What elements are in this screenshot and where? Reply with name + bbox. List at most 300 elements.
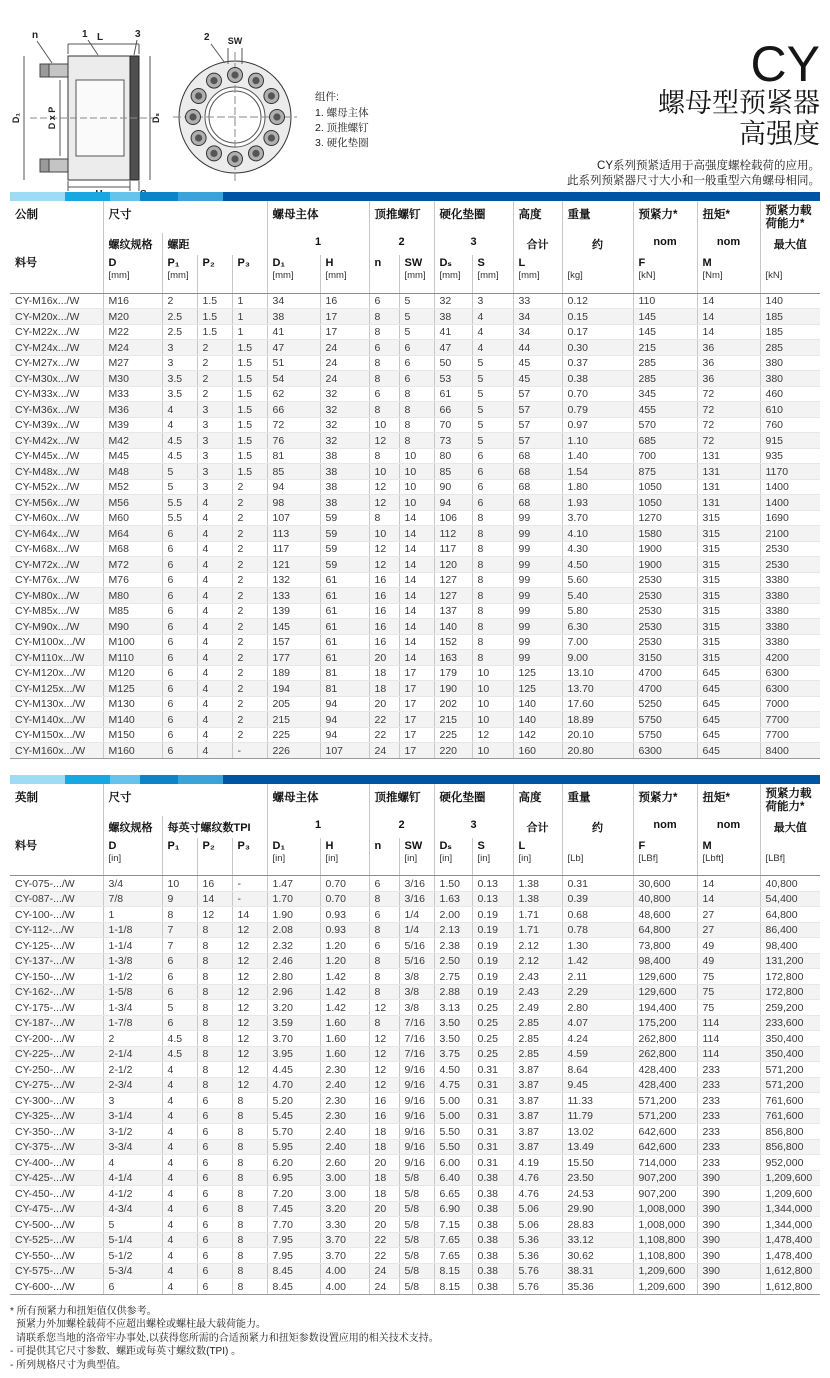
value: 4-1/4 <box>103 1170 162 1186</box>
value: 571,200 <box>633 1093 697 1109</box>
value: 7.95 <box>267 1248 320 1264</box>
value: 20 <box>369 1217 399 1233</box>
subheader-thread-spec: 螺纹规格 <box>103 816 162 838</box>
value: 8 <box>369 984 399 1000</box>
value: 4 <box>197 634 232 650</box>
value: 390 <box>697 1279 760 1295</box>
value: 2.08 <box>267 922 320 938</box>
value: 16 <box>197 876 232 892</box>
column-header: Dₛ [in] <box>434 838 472 876</box>
dim-label-n: n <box>32 30 39 41</box>
value: 57 <box>513 402 562 418</box>
value: 225 <box>434 727 472 743</box>
value: 137 <box>434 603 472 619</box>
value: 5.45 <box>267 1108 320 1124</box>
value: 0.30 <box>562 340 633 356</box>
value: M27 <box>103 355 162 371</box>
value: 8 <box>232 1155 267 1171</box>
legend-item: 3. 硬化垫圈 <box>315 137 369 149</box>
value: 6.40 <box>434 1170 472 1186</box>
value: 3 <box>472 293 513 309</box>
value: 38 <box>320 495 369 511</box>
value: 38 <box>267 309 320 325</box>
table-row <box>10 1015 820 1031</box>
value: 5.76 <box>513 1279 562 1295</box>
subheader-part-3: 3 <box>434 233 513 255</box>
value: 61 <box>434 386 472 402</box>
value: 315 <box>697 650 760 666</box>
bar-segment <box>140 775 178 784</box>
value: 13.02 <box>562 1124 633 1140</box>
value: 4 <box>197 526 232 542</box>
value: 2530 <box>633 588 697 604</box>
value: 17 <box>399 665 434 681</box>
value: 3.87 <box>513 1139 562 1155</box>
value: 390 <box>697 1248 760 1264</box>
value: 29.90 <box>562 1201 633 1217</box>
column-header: P₂ <box>197 255 232 293</box>
value: 7/8 <box>103 891 162 907</box>
value: 24 <box>320 355 369 371</box>
value: 2.11 <box>562 969 633 985</box>
value: 129,600 <box>633 984 697 1000</box>
value: 8 <box>162 907 197 923</box>
value: 177 <box>267 650 320 666</box>
column-header-row <box>10 255 820 293</box>
group-header-weight: 重量 <box>562 201 633 233</box>
value: 12 <box>369 541 399 557</box>
value: 5/8 <box>399 1263 434 1279</box>
value: 1,209,600 <box>760 1186 820 1202</box>
value: 13.70 <box>562 681 633 697</box>
value: 3 <box>197 464 232 480</box>
value: 8 <box>369 309 399 325</box>
value: 3.87 <box>513 1124 562 1140</box>
part-label-2: 2 <box>204 32 210 43</box>
column-header: SW [mm] <box>399 255 434 293</box>
value: 12 <box>369 1046 399 1062</box>
value: 7.70 <box>267 1217 320 1233</box>
value: 2 <box>232 665 267 681</box>
value: 8 <box>197 1077 232 1093</box>
value: 2-3/4 <box>103 1077 162 1093</box>
table-row <box>10 433 820 449</box>
value: 0.19 <box>472 907 513 923</box>
part-number: CY-137-.../W <box>10 953 103 969</box>
value: 2 <box>232 603 267 619</box>
value: 8 <box>472 634 513 650</box>
value: 2 <box>162 293 197 309</box>
value: 4 <box>162 1217 197 1233</box>
value: 3.75 <box>434 1046 472 1062</box>
value: 99 <box>513 510 562 526</box>
value: 2.85 <box>513 1046 562 1062</box>
value: 1,612,800 <box>760 1279 820 1295</box>
value: 40,800 <box>760 876 820 892</box>
table-row <box>10 324 820 340</box>
value: 5/8 <box>399 1217 434 1233</box>
column-header: n <box>369 255 399 293</box>
value: 0.25 <box>472 1000 513 1016</box>
metric-table-header <box>10 201 820 293</box>
group-header-torque: 扭矩* <box>697 784 760 816</box>
value: 8 <box>399 386 434 402</box>
value: 8 <box>197 969 232 985</box>
value: 16 <box>369 588 399 604</box>
value: 9.00 <box>562 650 633 666</box>
value: 2 <box>232 619 267 635</box>
value: 12 <box>232 1062 267 1078</box>
value: 6 <box>162 665 197 681</box>
bar-segment <box>65 192 110 201</box>
value: 24 <box>369 1279 399 1295</box>
value: 8 <box>369 891 399 907</box>
value: 14 <box>399 510 434 526</box>
value: 14 <box>697 324 760 340</box>
value: 3.50 <box>434 1015 472 1031</box>
part-number: CY-M42x.../W <box>10 433 103 449</box>
table-row <box>10 371 820 387</box>
value: 2.13 <box>434 922 472 938</box>
value: 7.95 <box>267 1232 320 1248</box>
part-number: CY-M30x.../W <box>10 371 103 387</box>
value: 114 <box>697 1046 760 1062</box>
value: 8 <box>472 588 513 604</box>
footnote-line: 请联系您当地的洛帝牢办事处,以获得您所需的合适预紧力和扭矩参数设置应用的相关技术支持。 <box>16 1332 439 1344</box>
value: 4 <box>162 1201 197 1217</box>
value: 1-7/8 <box>103 1015 162 1031</box>
part-number: CY-M52x.../W <box>10 479 103 495</box>
part-number: CY-112-.../W <box>10 922 103 938</box>
value: 315 <box>697 510 760 526</box>
value: 20 <box>369 650 399 666</box>
value: 14 <box>399 557 434 573</box>
value: 5.06 <box>513 1217 562 1233</box>
value: 20 <box>369 1201 399 1217</box>
value: 8 <box>232 1248 267 1264</box>
technical-drawing <box>10 20 310 198</box>
value: 225 <box>267 727 320 743</box>
value: 33 <box>513 293 562 309</box>
value: 8 <box>472 541 513 557</box>
value: 8 <box>232 1263 267 1279</box>
value: M140 <box>103 712 162 728</box>
value: 6 <box>103 1279 162 1295</box>
value: 185 <box>760 309 820 325</box>
value: 1.70 <box>267 891 320 907</box>
table-row <box>10 1217 820 1233</box>
value: 4.00 <box>320 1279 369 1295</box>
value: 1.60 <box>320 1031 369 1047</box>
value: 5/16 <box>399 938 434 954</box>
value: 2530 <box>633 603 697 619</box>
value: 40,800 <box>633 891 697 907</box>
value: 4.76 <box>513 1170 562 1186</box>
value: 3/16 <box>399 876 434 892</box>
value: 8 <box>472 619 513 635</box>
value: 6 <box>369 386 399 402</box>
legend-item: 1. 螺母主体 <box>315 107 369 119</box>
value: 205 <box>267 696 320 712</box>
part-number: CY-M16x.../W <box>10 293 103 309</box>
value: 3.5 <box>162 386 197 402</box>
value: 4 <box>162 1279 197 1295</box>
value: 16 <box>369 634 399 650</box>
table-row <box>10 743 820 759</box>
value: 48,600 <box>633 907 697 923</box>
value: 4.19 <box>513 1155 562 1171</box>
table-row <box>10 448 820 464</box>
value: 7000 <box>760 696 820 712</box>
value: 0.38 <box>472 1232 513 1248</box>
value: 4 <box>197 541 232 557</box>
value: 2.5 <box>162 324 197 340</box>
value: 6300 <box>633 743 697 759</box>
value: 72 <box>697 433 760 449</box>
value: 8 <box>399 433 434 449</box>
spacer-cell <box>10 233 103 255</box>
value: 72 <box>697 386 760 402</box>
value: 2 <box>103 1031 162 1047</box>
value: 142 <box>513 727 562 743</box>
dim-label-Ds: Dₛ <box>151 113 161 123</box>
value: 0.19 <box>472 969 513 985</box>
value: 2.46 <box>267 953 320 969</box>
table-title: 公制 <box>15 209 38 221</box>
part-number: CY-350-.../W <box>10 1124 103 1140</box>
value: 6 <box>399 355 434 371</box>
value: 5/8 <box>399 1232 434 1248</box>
value: 1.54 <box>562 464 633 480</box>
value: 1-5/8 <box>103 984 162 1000</box>
value: 6 <box>369 293 399 309</box>
value: 13.10 <box>562 665 633 681</box>
value: 3/8 <box>399 984 434 1000</box>
value: 7700 <box>760 712 820 728</box>
value: 1.38 <box>513 891 562 907</box>
value: 2 <box>232 541 267 557</box>
subheader-approx: 约 <box>562 816 633 838</box>
value: 7.45 <box>267 1201 320 1217</box>
value: 2.75 <box>434 969 472 985</box>
value: M56 <box>103 495 162 511</box>
value: 4-1/2 <box>103 1186 162 1202</box>
value: 5/8 <box>399 1186 434 1202</box>
value: 12 <box>232 1015 267 1031</box>
value: 0.13 <box>472 876 513 892</box>
value: 12 <box>369 557 399 573</box>
value: 4.30 <box>562 541 633 557</box>
value: 6300 <box>760 681 820 697</box>
value: 6300 <box>760 665 820 681</box>
value: 10 <box>399 495 434 511</box>
value: 0.31 <box>472 1108 513 1124</box>
value: 14 <box>697 876 760 892</box>
value: 99 <box>513 588 562 604</box>
value: 20.10 <box>562 727 633 743</box>
table-title: 英制 <box>15 791 38 804</box>
value: 12 <box>369 495 399 511</box>
value: M110 <box>103 650 162 666</box>
value: 4 <box>162 1124 197 1140</box>
value: 4 <box>472 309 513 325</box>
value: 107 <box>320 743 369 759</box>
group-header-washer: 硬化垫圈 <box>434 784 513 816</box>
value: 34 <box>513 309 562 325</box>
value: 14 <box>399 603 434 619</box>
value: 4 <box>162 1155 197 1171</box>
value: 315 <box>697 603 760 619</box>
value: 3/16 <box>399 891 434 907</box>
column-header: [kN] <box>760 255 820 293</box>
value: 1.60 <box>320 1046 369 1062</box>
subheader-nom: nom <box>633 816 697 838</box>
part-number: CY-M85x.../W <box>10 603 103 619</box>
value: 5.76 <box>513 1263 562 1279</box>
value: 5.00 <box>434 1093 472 1109</box>
value: 10 <box>399 448 434 464</box>
value: 36 <box>697 355 760 371</box>
value: 0.78 <box>562 922 633 938</box>
value: 571,200 <box>760 1077 820 1093</box>
value: 6 <box>162 603 197 619</box>
value: 90 <box>434 479 472 495</box>
table-row <box>10 634 820 650</box>
value: 175,200 <box>633 1015 697 1031</box>
value: 6 <box>369 938 399 954</box>
value: 30,600 <box>633 876 697 892</box>
column-header: [Lb] <box>562 838 633 876</box>
value: 6 <box>162 588 197 604</box>
table-row <box>10 557 820 573</box>
value: 1400 <box>760 479 820 495</box>
imperial-table-header <box>10 784 820 876</box>
value: 350,400 <box>760 1031 820 1047</box>
value: 3.95 <box>267 1046 320 1062</box>
value: 80 <box>434 448 472 464</box>
value: 685 <box>633 433 697 449</box>
value: 5.5 <box>162 495 197 511</box>
value: 0.19 <box>472 922 513 938</box>
value: 5-3/4 <box>103 1263 162 1279</box>
part-number: CY-M80x.../W <box>10 588 103 604</box>
part-number: CY-M125x.../W <box>10 681 103 697</box>
value: 24 <box>369 1263 399 1279</box>
value: 16 <box>369 619 399 635</box>
value: 98,400 <box>633 953 697 969</box>
part-number: CY-550-.../W <box>10 1248 103 1264</box>
value: 10 <box>472 712 513 728</box>
value: 5.00 <box>434 1108 472 1124</box>
value: 10 <box>162 876 197 892</box>
value: 1-1/2 <box>103 969 162 985</box>
value: 5750 <box>633 727 697 743</box>
table-row <box>10 1031 820 1047</box>
column-header: F [LBf] <box>633 838 697 876</box>
value: 2 <box>232 557 267 573</box>
page-header <box>0 0 830 192</box>
value: 68 <box>513 479 562 495</box>
value: 1690 <box>760 510 820 526</box>
value: 907,200 <box>633 1186 697 1202</box>
column-header-row <box>10 838 820 876</box>
value: 642,600 <box>633 1124 697 1140</box>
value: 22 <box>369 727 399 743</box>
value: 285 <box>633 355 697 371</box>
value: 0.39 <box>562 891 633 907</box>
value: 64,800 <box>633 922 697 938</box>
part-number: CY-525-.../W <box>10 1232 103 1248</box>
value: 1.40 <box>562 448 633 464</box>
value: 4.07 <box>562 1015 633 1031</box>
value: 172,800 <box>760 969 820 985</box>
value: 5.20 <box>267 1093 320 1109</box>
value: 5-1/4 <box>103 1232 162 1248</box>
value: 125 <box>513 665 562 681</box>
value: 935 <box>760 448 820 464</box>
footnote-line: - 所列规格尺寸为典型值。 <box>10 1359 127 1371</box>
value: 140 <box>760 293 820 309</box>
part-number: CY-075-.../W <box>10 876 103 892</box>
value: 390 <box>697 1201 760 1217</box>
value: 10 <box>472 665 513 681</box>
value: 35.36 <box>562 1279 633 1295</box>
value: 8 <box>472 557 513 573</box>
value: 5-1/2 <box>103 1248 162 1264</box>
value: M160 <box>103 743 162 759</box>
table-row <box>10 541 820 557</box>
part-number: CY-275-.../W <box>10 1077 103 1093</box>
column-header: [kg] <box>562 255 633 293</box>
column-header: n <box>369 838 399 876</box>
value: 0.25 <box>472 1015 513 1031</box>
value: 1 <box>232 309 267 325</box>
value: 2530 <box>760 541 820 557</box>
value: 4 <box>197 557 232 573</box>
value: 2-1/2 <box>103 1062 162 1078</box>
value: 17 <box>399 727 434 743</box>
value: 5750 <box>633 712 697 728</box>
value: 0.19 <box>472 953 513 969</box>
value: 8 <box>197 1015 232 1031</box>
value: 18 <box>369 1124 399 1140</box>
part-number: CY-225-.../W <box>10 1046 103 1062</box>
value: 570 <box>633 417 697 433</box>
value: 18 <box>369 681 399 697</box>
value: 0.17 <box>562 324 633 340</box>
value: 9/16 <box>399 1093 434 1109</box>
value: 44 <box>513 340 562 356</box>
value: 2 <box>197 340 232 356</box>
value: 160 <box>513 743 562 759</box>
value: 127 <box>434 588 472 604</box>
value: 4 <box>162 1186 197 1202</box>
dim-label-DxP: D x P <box>47 106 57 130</box>
value: 11.33 <box>562 1093 633 1109</box>
value: 5 <box>472 386 513 402</box>
value: 3 <box>197 448 232 464</box>
table-row <box>10 479 820 495</box>
value: 99 <box>513 634 562 650</box>
column-header: D₁ [in] <box>267 838 320 876</box>
value: 68 <box>513 495 562 511</box>
value: 57 <box>513 433 562 449</box>
part-number: CY-187-.../W <box>10 1015 103 1031</box>
value: 9/16 <box>399 1108 434 1124</box>
value: 11.79 <box>562 1108 633 1124</box>
value: 61 <box>320 650 369 666</box>
value: 6 <box>197 1232 232 1248</box>
